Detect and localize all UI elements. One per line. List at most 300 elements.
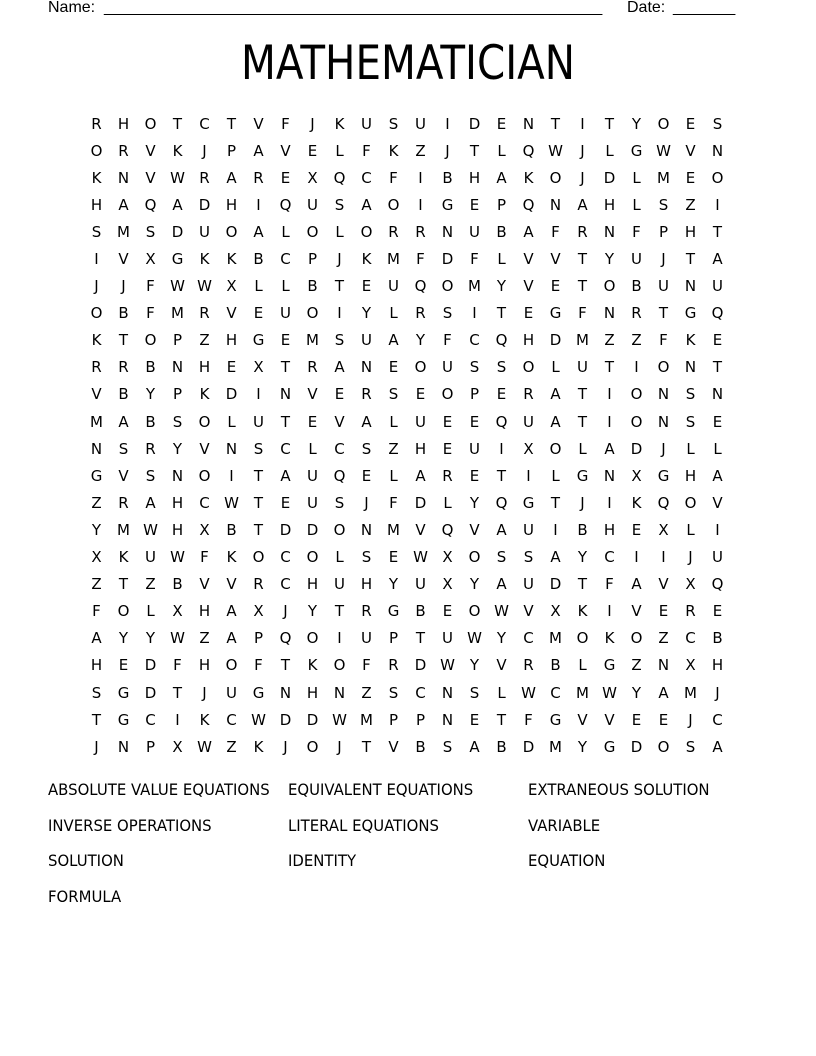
grid-letter[interactable]: I xyxy=(634,358,639,377)
grid-letter[interactable]: C xyxy=(199,493,210,512)
grid-letter[interactable]: O xyxy=(225,222,238,241)
grid-letter[interactable]: I xyxy=(445,114,450,133)
grid-letter[interactable]: U xyxy=(334,575,345,594)
grid-letter[interactable]: T xyxy=(685,250,696,269)
grid-letter[interactable]: M xyxy=(549,629,562,648)
grid-letter[interactable]: O xyxy=(306,222,319,241)
grid-letter[interactable]: K xyxy=(199,385,210,404)
grid-letter[interactable]: A xyxy=(145,493,156,512)
grid-letter[interactable]: T xyxy=(172,683,183,702)
grid-letter[interactable]: E xyxy=(280,493,291,512)
grid-letter[interactable]: N xyxy=(333,683,346,702)
grid-letter[interactable]: U xyxy=(307,195,318,214)
grid-letter[interactable]: P xyxy=(307,250,318,269)
grid-letter[interactable]: M xyxy=(657,168,670,187)
grid-letter[interactable]: Y xyxy=(91,520,102,539)
grid-letter[interactable]: A xyxy=(631,575,642,594)
grid-letter[interactable]: J xyxy=(94,737,99,756)
grid-letter[interactable]: Q xyxy=(522,195,535,214)
grid-letter[interactable]: V xyxy=(604,710,615,729)
grid-letter[interactable]: D xyxy=(630,439,643,458)
grid-letter[interactable]: O xyxy=(198,466,211,485)
grid-letter[interactable]: D xyxy=(603,168,616,187)
grid-letter[interactable]: M xyxy=(171,304,184,323)
grid-letter[interactable]: L xyxy=(578,656,587,675)
grid-letter[interactable]: S xyxy=(388,114,399,133)
grid-letter[interactable]: J xyxy=(715,683,720,702)
grid-letter[interactable]: S xyxy=(91,222,102,241)
grid-letter[interactable]: K xyxy=(685,331,696,350)
grid-letter[interactable]: D xyxy=(414,656,427,675)
grid-letter[interactable]: V xyxy=(577,710,588,729)
grid-letter[interactable]: S xyxy=(388,683,399,702)
grid-letter[interactable]: X xyxy=(172,737,183,756)
grid-letter[interactable]: K xyxy=(523,168,534,187)
grid-letter[interactable]: C xyxy=(685,629,696,648)
grid-letter[interactable]: V xyxy=(550,250,561,269)
grid-letter[interactable]: D xyxy=(144,683,157,702)
grid-letter[interactable]: R xyxy=(91,358,102,377)
grid-letter[interactable]: S xyxy=(712,114,723,133)
grid-letter[interactable]: V xyxy=(496,656,507,675)
grid-letter[interactable]: P xyxy=(172,385,183,404)
grid-letter[interactable]: B xyxy=(226,520,237,539)
grid-letter[interactable]: O xyxy=(657,358,670,377)
grid-letter[interactable]: E xyxy=(442,602,453,621)
grid-letter[interactable]: Z xyxy=(145,575,156,594)
grid-letter[interactable]: M xyxy=(90,412,103,431)
grid-letter[interactable]: T xyxy=(712,358,723,377)
grid-letter[interactable]: J xyxy=(283,737,288,756)
grid-letter[interactable]: N xyxy=(522,114,535,133)
grid-letter[interactable]: Z xyxy=(199,629,210,648)
grid-letter[interactable]: K xyxy=(361,250,372,269)
grid-letter[interactable]: V xyxy=(253,114,264,133)
grid-letter[interactable]: D xyxy=(522,737,535,756)
grid-letter[interactable]: P xyxy=(388,710,399,729)
grid-letter[interactable]: D xyxy=(468,114,481,133)
grid-letter[interactable]: L xyxy=(713,439,722,458)
grid-letter[interactable]: I xyxy=(715,195,720,214)
grid-letter[interactable]: F xyxy=(362,141,371,160)
grid-letter[interactable]: Y xyxy=(604,250,615,269)
grid-letter[interactable]: V xyxy=(226,304,237,323)
grid-letter[interactable]: D xyxy=(198,195,211,214)
grid-letter[interactable]: R xyxy=(253,575,264,594)
grid-letter[interactable]: L xyxy=(281,222,290,241)
grid-letter[interactable]: U xyxy=(307,493,318,512)
grid-letter[interactable]: E xyxy=(307,412,318,431)
grid-letter[interactable]: O xyxy=(441,277,454,296)
grid-letter[interactable]: T xyxy=(253,466,264,485)
grid-letter[interactable]: C xyxy=(361,168,372,187)
grid-letter[interactable]: F xyxy=(92,602,101,621)
grid-letter[interactable]: B xyxy=(496,737,507,756)
grid-letter[interactable]: E xyxy=(523,304,534,323)
grid-letter[interactable]: S xyxy=(334,331,345,350)
grid-letter[interactable]: D xyxy=(306,520,319,539)
grid-letter[interactable]: A xyxy=(550,412,561,431)
grid-letter[interactable]: O xyxy=(576,629,589,648)
grid-letter[interactable]: S xyxy=(523,548,534,567)
grid-letter[interactable]: A xyxy=(712,466,723,485)
grid-letter[interactable]: H xyxy=(684,466,697,485)
grid-letter[interactable]: N xyxy=(360,358,373,377)
grid-letter[interactable]: N xyxy=(117,168,130,187)
grid-letter[interactable]: C xyxy=(334,439,345,458)
grid-letter[interactable]: W xyxy=(602,683,617,702)
grid-letter[interactable]: U xyxy=(145,548,156,567)
grid-letter[interactable]: N xyxy=(684,358,697,377)
grid-letter[interactable]: U xyxy=(442,358,453,377)
grid-letter[interactable]: L xyxy=(632,168,641,187)
grid-letter[interactable]: N xyxy=(603,466,616,485)
grid-letter[interactable]: R xyxy=(307,358,318,377)
grid-letter[interactable]: T xyxy=(280,358,291,377)
grid-letter[interactable]: T xyxy=(577,250,588,269)
grid-letter[interactable]: N xyxy=(549,195,562,214)
grid-letter[interactable]: R xyxy=(253,168,264,187)
grid-letter[interactable]: F xyxy=(632,222,641,241)
grid-letter[interactable]: G xyxy=(117,710,130,729)
grid-letter[interactable]: J xyxy=(202,683,207,702)
grid-letter[interactable]: O xyxy=(441,385,454,404)
grid-letter[interactable]: Z xyxy=(199,331,210,350)
grid-letter[interactable]: V xyxy=(631,602,642,621)
grid-letter[interactable]: I xyxy=(256,195,261,214)
grid-letter[interactable]: B xyxy=(307,277,318,296)
grid-letter[interactable]: A xyxy=(496,520,507,539)
grid-letter[interactable]: I xyxy=(607,385,612,404)
grid-letter[interactable]: E xyxy=(442,439,453,458)
grid-letter[interactable]: S xyxy=(469,358,480,377)
grid-letter[interactable]: N xyxy=(603,222,616,241)
grid-letter[interactable]: N xyxy=(657,656,670,675)
grid-letter[interactable]: R xyxy=(91,114,102,133)
grid-letter[interactable]: Y xyxy=(172,439,183,458)
grid-letter[interactable]: V xyxy=(685,141,696,160)
grid-letter[interactable]: G xyxy=(441,195,454,214)
grid-letter[interactable]: V xyxy=(145,141,156,160)
grid-letter[interactable]: A xyxy=(118,412,129,431)
grid-letter[interactable]: W xyxy=(143,520,158,539)
grid-letter[interactable]: I xyxy=(499,439,504,458)
grid-letter[interactable]: W xyxy=(494,602,509,621)
grid-letter[interactable]: T xyxy=(496,710,507,729)
grid-letter[interactable]: O xyxy=(144,331,157,350)
grid-letter[interactable]: X xyxy=(523,439,534,458)
grid-letter[interactable]: K xyxy=(577,602,588,621)
grid-letter[interactable]: J xyxy=(688,710,693,729)
grid-letter[interactable]: U xyxy=(577,358,588,377)
grid-letter[interactable]: Q xyxy=(279,629,292,648)
grid-letter[interactable]: L xyxy=(551,358,560,377)
grid-letter[interactable]: J xyxy=(445,141,450,160)
grid-letter[interactable]: I xyxy=(94,250,99,269)
grid-letter[interactable]: B xyxy=(118,304,129,323)
grid-letter[interactable]: H xyxy=(171,493,184,512)
grid-letter[interactable]: S xyxy=(496,548,507,567)
grid-letter[interactable]: X xyxy=(658,520,669,539)
grid-letter[interactable]: H xyxy=(603,520,616,539)
grid-letter[interactable]: T xyxy=(496,304,507,323)
grid-letter[interactable]: L xyxy=(551,466,560,485)
grid-letter[interactable]: J xyxy=(283,602,288,621)
grid-letter[interactable]: X xyxy=(91,548,102,567)
grid-letter[interactable]: I xyxy=(418,168,423,187)
grid-letter[interactable]: N xyxy=(603,304,616,323)
grid-letter[interactable]: T xyxy=(604,114,615,133)
grid-letter[interactable]: A xyxy=(280,466,291,485)
grid-letter[interactable]: Q xyxy=(144,195,157,214)
grid-letter[interactable]: F xyxy=(146,304,155,323)
grid-letter[interactable]: Z xyxy=(658,629,669,648)
grid-letter[interactable]: U xyxy=(712,277,723,296)
grid-letter[interactable]: A xyxy=(226,629,237,648)
grid-letter[interactable]: X xyxy=(226,277,237,296)
grid-letter[interactable]: J xyxy=(202,141,207,160)
grid-letter[interactable]: E xyxy=(280,331,291,350)
grid-letter[interactable]: O xyxy=(522,358,535,377)
grid-letter[interactable]: O xyxy=(684,493,697,512)
grid-letter[interactable]: F xyxy=(362,656,371,675)
grid-letter[interactable]: Q xyxy=(441,520,454,539)
grid-letter[interactable]: J xyxy=(121,277,126,296)
grid-letter[interactable]: J xyxy=(661,250,666,269)
grid-letter[interactable]: R xyxy=(199,168,210,187)
grid-letter[interactable]: V xyxy=(469,520,480,539)
grid-letter[interactable]: N xyxy=(117,737,130,756)
grid-letter[interactable]: A xyxy=(226,602,237,621)
grid-letter[interactable]: Y xyxy=(361,304,372,323)
grid-letter[interactable]: T xyxy=(550,114,561,133)
grid-letter[interactable]: K xyxy=(91,331,102,350)
grid-letter[interactable]: C xyxy=(604,548,615,567)
grid-letter[interactable]: Q xyxy=(495,493,508,512)
grid-letter[interactable]: I xyxy=(607,493,612,512)
grid-letter[interactable]: O xyxy=(90,141,103,160)
grid-letter[interactable]: V xyxy=(658,575,669,594)
grid-letter[interactable]: V xyxy=(199,575,210,594)
grid-letter[interactable]: O xyxy=(306,737,319,756)
grid-letter[interactable]: W xyxy=(197,277,212,296)
grid-letter[interactable]: E xyxy=(658,710,669,729)
grid-letter[interactable]: S xyxy=(496,358,507,377)
grid-letter[interactable]: L xyxy=(605,141,614,160)
grid-letter[interactable]: M xyxy=(360,710,373,729)
grid-letter[interactable]: F xyxy=(146,277,155,296)
grid-letter[interactable]: O xyxy=(468,548,481,567)
grid-letter[interactable]: L xyxy=(497,141,506,160)
grid-letter[interactable]: M xyxy=(684,683,697,702)
grid-letter[interactable]: Y xyxy=(496,629,507,648)
grid-letter[interactable]: U xyxy=(442,629,453,648)
grid-letter[interactable]: E xyxy=(118,656,129,675)
grid-letter[interactable]: P xyxy=(658,222,669,241)
grid-letter[interactable]: J xyxy=(661,439,666,458)
grid-letter[interactable]: G xyxy=(576,466,589,485)
grid-letter[interactable]: O xyxy=(306,629,319,648)
grid-letter[interactable]: L xyxy=(254,277,263,296)
grid-letter[interactable]: I xyxy=(715,520,720,539)
grid-letter[interactable]: U xyxy=(631,250,642,269)
grid-letter[interactable]: U xyxy=(469,222,480,241)
grid-letter[interactable]: R xyxy=(685,602,696,621)
grid-letter[interactable]: A xyxy=(469,737,480,756)
grid-letter[interactable]: J xyxy=(364,493,369,512)
grid-letter[interactable]: T xyxy=(577,277,588,296)
grid-letter[interactable]: T xyxy=(361,737,372,756)
grid-letter[interactable]: I xyxy=(526,466,531,485)
grid-letter[interactable]: U xyxy=(361,629,372,648)
grid-letter[interactable]: P xyxy=(145,737,156,756)
grid-letter[interactable]: E xyxy=(469,466,480,485)
grid-letter[interactable]: I xyxy=(553,520,558,539)
grid-letter[interactable]: R xyxy=(523,656,534,675)
grid-letter[interactable]: X xyxy=(442,548,453,567)
grid-letter[interactable]: E xyxy=(442,412,453,431)
grid-letter[interactable]: A xyxy=(712,737,723,756)
grid-letter[interactable]: T xyxy=(334,602,345,621)
grid-letter[interactable]: D xyxy=(630,737,643,756)
grid-letter[interactable]: S xyxy=(685,412,696,431)
grid-letter[interactable]: T xyxy=(496,466,507,485)
grid-letter[interactable]: E xyxy=(361,277,372,296)
grid-letter[interactable]: X xyxy=(442,575,453,594)
grid-letter[interactable]: B xyxy=(415,737,426,756)
grid-letter[interactable]: B xyxy=(577,520,588,539)
grid-letter[interactable]: L xyxy=(389,304,398,323)
grid-letter[interactable]: U xyxy=(307,466,318,485)
grid-letter[interactable]: C xyxy=(415,683,426,702)
grid-letter[interactable]: Z xyxy=(604,331,615,350)
grid-letter[interactable]: T xyxy=(415,629,426,648)
grid-letter[interactable]: H xyxy=(414,439,427,458)
grid-letter[interactable]: Q xyxy=(279,195,292,214)
grid-letter[interactable]: Y xyxy=(469,575,480,594)
grid-letter[interactable]: Q xyxy=(711,304,724,323)
grid-letter[interactable]: F xyxy=(173,656,182,675)
grid-letter[interactable]: R xyxy=(577,222,588,241)
grid-letter[interactable]: G xyxy=(387,602,400,621)
grid-letter[interactable]: O xyxy=(360,222,373,241)
grid-letter[interactable]: F xyxy=(551,222,560,241)
grid-letter[interactable]: R xyxy=(118,493,129,512)
grid-letter[interactable]: H xyxy=(225,331,238,350)
grid-letter[interactable]: S xyxy=(442,737,453,756)
grid-letter[interactable]: C xyxy=(199,114,210,133)
grid-letter[interactable]: X xyxy=(172,602,183,621)
grid-letter[interactable]: Q xyxy=(657,493,670,512)
grid-letter[interactable]: V xyxy=(712,493,723,512)
grid-letter[interactable]: R xyxy=(523,385,534,404)
grid-letter[interactable]: S xyxy=(361,548,372,567)
grid-letter[interactable]: G xyxy=(549,710,562,729)
grid-letter[interactable]: O xyxy=(549,439,562,458)
grid-letter[interactable]: F xyxy=(200,548,209,567)
grid-letter[interactable]: M xyxy=(387,250,400,269)
grid-letter[interactable]: U xyxy=(415,575,426,594)
grid-letter[interactable]: U xyxy=(415,412,426,431)
grid-letter[interactable]: E xyxy=(226,358,237,377)
grid-letter[interactable]: A xyxy=(253,222,264,241)
grid-letter[interactable]: D xyxy=(144,656,157,675)
grid-letter[interactable]: E xyxy=(712,331,723,350)
grid-letter[interactable]: E xyxy=(334,385,345,404)
grid-letter[interactable]: X xyxy=(145,250,156,269)
grid-letter[interactable]: K xyxy=(631,493,642,512)
grid-letter[interactable]: E xyxy=(469,195,480,214)
grid-letter[interactable]: T xyxy=(172,114,183,133)
grid-letter[interactable]: O xyxy=(252,548,265,567)
grid-letter[interactable]: L xyxy=(389,466,398,485)
grid-letter[interactable]: N xyxy=(90,439,103,458)
grid-letter[interactable]: Q xyxy=(495,331,508,350)
grid-letter[interactable]: Y xyxy=(469,656,480,675)
grid-letter[interactable]: S xyxy=(118,439,129,458)
grid-letter[interactable]: E xyxy=(469,710,480,729)
grid-letter[interactable]: V xyxy=(523,250,534,269)
grid-letter[interactable]: Q xyxy=(522,141,535,160)
grid-letter[interactable]: E xyxy=(712,602,723,621)
grid-letter[interactable]: A xyxy=(712,250,723,269)
grid-letter[interactable]: R xyxy=(388,222,399,241)
grid-letter[interactable]: H xyxy=(117,114,130,133)
grid-letter[interactable]: H xyxy=(306,683,319,702)
grid-letter[interactable]: R xyxy=(415,222,426,241)
grid-letter[interactable]: G xyxy=(252,683,265,702)
grid-letter[interactable]: A xyxy=(604,439,615,458)
grid-letter[interactable]: A xyxy=(253,141,264,160)
grid-letter[interactable]: T xyxy=(334,277,345,296)
grid-letter[interactable]: S xyxy=(658,195,669,214)
grid-letter[interactable]: L xyxy=(686,520,695,539)
grid-letter[interactable]: O xyxy=(549,168,562,187)
grid-letter[interactable]: T xyxy=(712,222,723,241)
grid-letter[interactable]: V xyxy=(91,385,102,404)
grid-letter[interactable]: N xyxy=(279,683,292,702)
grid-letter[interactable]: I xyxy=(337,629,342,648)
grid-letter[interactable]: H xyxy=(306,575,319,594)
grid-letter[interactable]: R xyxy=(415,304,426,323)
grid-letter[interactable]: S xyxy=(145,466,156,485)
grid-letter[interactable]: O xyxy=(630,385,643,404)
grid-letter[interactable]: I xyxy=(580,114,585,133)
grid-letter[interactable]: G xyxy=(90,466,103,485)
grid-letter[interactable]: T xyxy=(577,575,588,594)
grid-letter[interactable]: Y xyxy=(307,602,318,621)
grid-letter[interactable]: E xyxy=(496,385,507,404)
grid-letter[interactable]: Y xyxy=(469,493,480,512)
grid-letter[interactable]: Z xyxy=(415,141,426,160)
grid-letter[interactable]: W xyxy=(440,656,455,675)
grid-letter[interactable]: T xyxy=(577,385,588,404)
grid-letter[interactable]: D xyxy=(549,331,562,350)
grid-letter[interactable]: F xyxy=(389,493,398,512)
grid-letter[interactable]: F xyxy=(605,575,614,594)
grid-letter[interactable]: G xyxy=(603,656,616,675)
grid-letter[interactable]: O xyxy=(414,358,427,377)
grid-letter[interactable]: Y xyxy=(415,331,426,350)
grid-letter[interactable]: I xyxy=(175,710,180,729)
grid-letter[interactable]: A xyxy=(118,195,129,214)
grid-letter[interactable]: A xyxy=(550,548,561,567)
grid-letter[interactable]: F xyxy=(470,250,479,269)
grid-letter[interactable]: W xyxy=(251,710,266,729)
grid-letter[interactable]: V xyxy=(307,385,318,404)
grid-letter[interactable]: F xyxy=(578,304,587,323)
grid-letter[interactable]: J xyxy=(94,277,99,296)
